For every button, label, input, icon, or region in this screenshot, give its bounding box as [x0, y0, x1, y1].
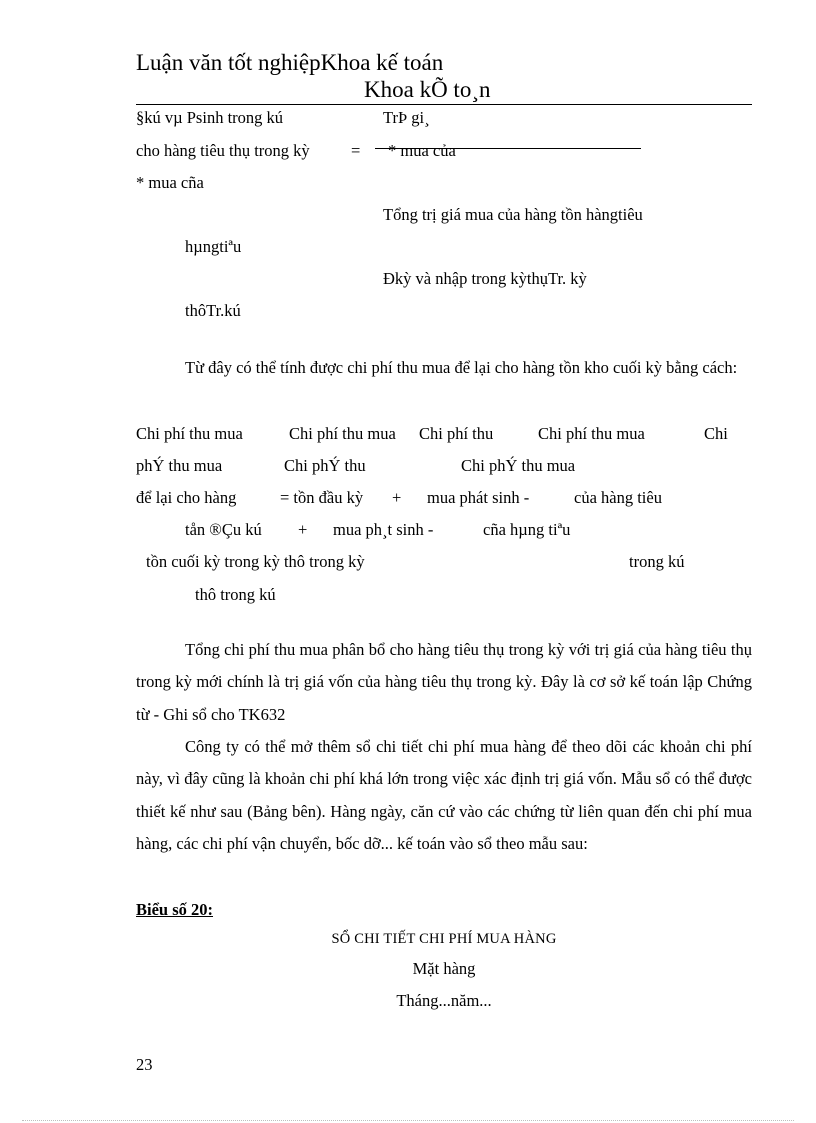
formula2-r3-c3: +	[392, 488, 402, 507]
formula2-r3-c1: để lại cho hàng	[136, 488, 237, 507]
formula1-row3: * mua cña	[136, 173, 204, 192]
header-subtitle: Khoa kÕ to¸n	[364, 77, 491, 102]
formula2-r4-c4: cña hµng tiªu	[483, 520, 571, 539]
formula2-r1-c1: Chi phí thu mua	[136, 424, 243, 443]
paragraph-3: Công ty có thể mở thêm sổ chi tiết chi phí mua hàng để theo dõi các khoản chi phí này, vì đây cũng là khoản chi phí khá lớn trong việc xác định trị giá vốn. Mẫu sổ có thể được thiết kế như sau (Bảng bên). Hàng ngày, căn cứ vào các chứng từ liên quan đến chi phí mua hàng, các chi phí vận chuyển, bốc dỡ... kế toán vào sổ theo mẫu sau:	[136, 737, 752, 854]
paragraph-1: Từ đây có thể tính được chi phí thu mua để lại cho hàng tồn kho cuối kỳ bằng cách:	[185, 358, 738, 377]
header-rule	[136, 104, 752, 105]
formula2-r4-c3: mua ph¸t sinh -	[333, 520, 434, 539]
formula2-r5-c1: tồn cuối kỳ trong kỳ thô trong kỳ	[146, 552, 365, 571]
formula1-row6: Đkỳ và nhập trong kỳthụTr. kỳ	[383, 269, 587, 288]
page-number: 23	[136, 1055, 153, 1074]
formula1-row5: hµngtiªu	[185, 237, 242, 256]
formula2-r6: thô trong kú	[195, 585, 276, 604]
formula2-r1-c4: Chi phí thu mua	[538, 424, 645, 443]
formula2-r3-c4: mua phát sinh -	[427, 488, 530, 507]
formula1-row2-right: * mua của	[388, 141, 456, 160]
header-title: Luận văn tốt nghiệpKhoa kế toán	[136, 50, 444, 75]
formula1-row4: Tổng trị giá mua của hàng tồn hàngtiêu	[383, 205, 643, 224]
formula2-r2-c1: phÝ thu mua	[136, 456, 223, 475]
form-label: Biểu số 20:	[136, 900, 214, 919]
formula2-r1-c5: Chi	[704, 424, 728, 443]
formula1-row7: thôTr.kú	[185, 301, 241, 320]
form-item: Mặt hàng	[412, 959, 476, 978]
formula2-r3-c5: của hàng tiêu	[574, 488, 662, 507]
formula1-equals: =	[351, 141, 361, 160]
formula2-r3-c2: = tồn đầu kỳ	[280, 488, 364, 507]
formula2-r4-c2: +	[298, 520, 308, 539]
formula2-r2-c2: Chi phÝ thu	[284, 456, 366, 475]
formula1-row1-right: TrÞ gi¸	[383, 108, 430, 127]
paragraph-2: Tổng chi phí thu mua phân bổ cho hàng tiêu thụ trong kỳ với trị giá của hàng tiêu thụ trong kỳ mới chính là trị giá vốn của hàng tiêu thụ trong kỳ. Đây là cơ sở kế toán lập Chứng từ - Ghi sổ cho TK632	[136, 640, 752, 724]
formula2-r4-c1: tån ®Çu kú	[185, 520, 262, 539]
formula2-r1-c3: Chi phí thu	[419, 424, 494, 443]
form-period: Tháng...năm...	[396, 991, 492, 1010]
formula1-row2-left: cho hàng tiêu thụ trong kỳ	[136, 141, 310, 160]
formula1-row1-left: §kú vµ Psinh trong kú	[136, 108, 284, 127]
formula2-r5-c2: trong kú	[629, 552, 685, 571]
formula2-r2-c3: Chi phÝ thu mua	[461, 456, 576, 475]
formula1-fraction-line	[375, 148, 641, 149]
page-bottom-divider	[22, 1120, 794, 1121]
form-title: SỔ CHI TIẾT CHI PHÍ MUA HÀNG	[331, 931, 557, 947]
formula2-r1-c2: Chi phí thu mua	[289, 424, 396, 443]
